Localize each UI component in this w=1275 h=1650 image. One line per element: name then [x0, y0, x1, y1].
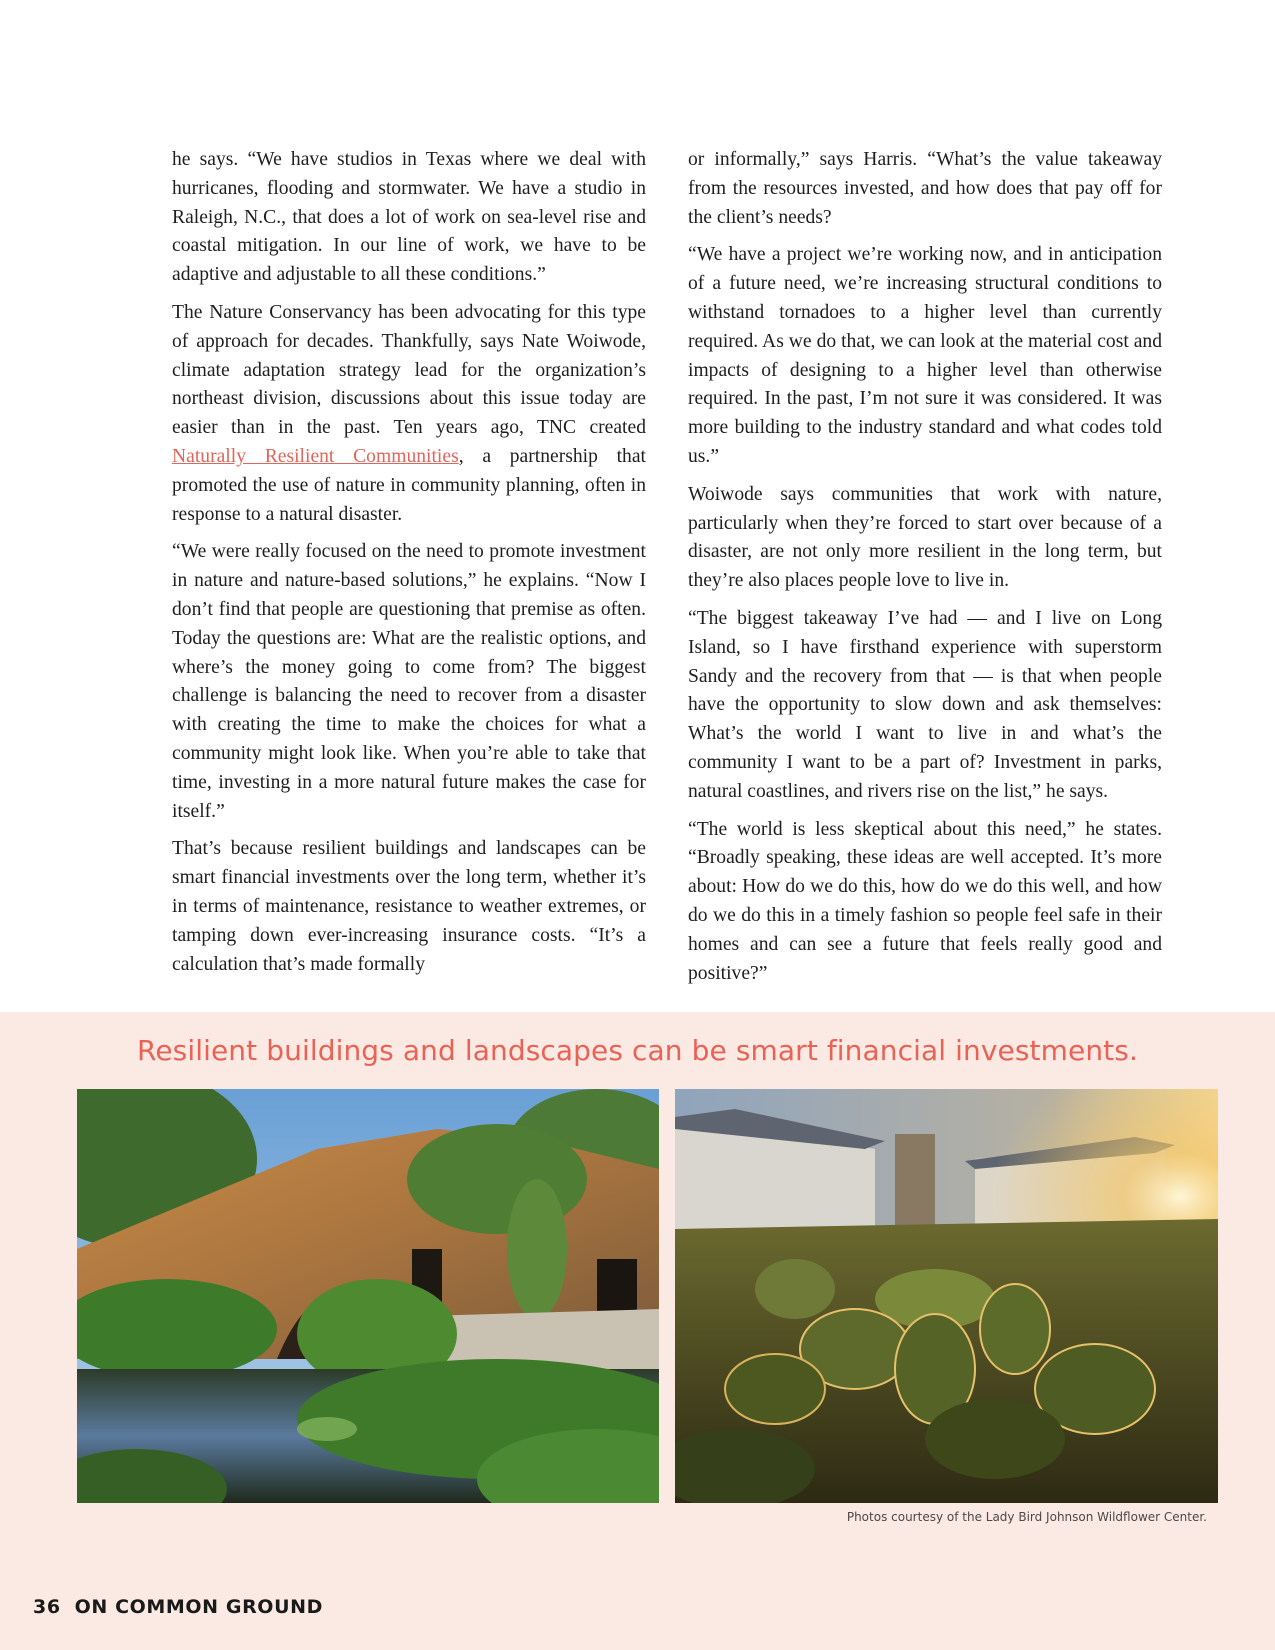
paragraph: “We were really focused on the need to promote investment in nature and nature-based solutions,” he explains. “Now I don’t find that people are questioning that premise as often. Today the questions are: What are the realistic options, and where’s the money going to come from? The biggest challenge is balancing the need to recover from a disaster with creating the time to make the choices for what a community might look like. When you’re able to take that time, investing in a more natural future makes the case for itself.” [172, 541, 646, 822]
left-column [172, 146, 646, 996]
paragraph-text: , a partnership that promoted the use of nature in community planning, often in response to a natural disaster. [172, 445, 646, 525]
paragraph: Woiwode says communities that work with nature, particularly when they’re forced to start over because of a disaster, are not only more resilient in the long term, but they’re also places people love to live in. [688, 483, 1162, 592]
paragraph: “The biggest takeaway I’ve had — and I live on Long Island, so I have firsthand experience with superstorm Sandy and the recovery from that — is that when people have the opportunity to slow down and ask themselves: What’s the world I want to live in and what’s the community I want to be a part of? Investment in parks, natural coastlines, and rivers rise on the list,” he says. [688, 607, 1162, 802]
paragraph: That’s because resilient buildings and landscapes can be smart financial investments over the long term, whether it’s in terms of maintenance, resistance to weather extremes, or tamping down ever-increasing insurance costs. “It’s a calculation that’s made formally [172, 838, 646, 975]
paragraph: he says. “We have studios in Texas where we deal with hurricanes, flooding and stormwater. We have a studio in Raleigh, N.C., that does a lot of work on sea-level rise and coastal mitigation. In our line of work, we have to be adaptive and adjustable to all these conditions.” [172, 149, 646, 286]
paragraph [172, 299, 646, 529]
paragraph-text: The Nature Conservancy has been advocating for this type of approach for decades. Thankfully, says Nate Woiwode, climate adaptation strategy lead for the organization’s northeast division, discussions about this issue today are easier than in the past. Ten years ago, TNC created [172, 301, 646, 439]
page-footer [33, 1596, 323, 1618]
stone-arch-garden-photo [77, 1089, 659, 1503]
page-number: 36 [33, 1596, 61, 1618]
paragraph: “The world is less skeptical about this need,” he states. “Broadly speaking, these ideas are well accepted. It’s more about: How do we do this, how do we do this well, and how do we do this in a timely fashion so people feel safe in their homes and can see a future that feels really good and positive?” [688, 818, 1162, 984]
paragraph: or informally,” says Harris. “What’s the value takeaway from the resources invested, and how does that pay off for the client’s needs? [688, 149, 1162, 228]
photo-credit: Photos courtesy of the Lady Bird Johnson Wildflower Center. [846, 1510, 1207, 1524]
article-columns [172, 146, 1162, 996]
cactus-sunset-photo [675, 1089, 1218, 1503]
publication-name: ON COMMON GROUND [74, 1596, 323, 1618]
paragraph: “We have a project we’re working now, and in anticipation of a future need, we’re increasing structural conditions to withstand tornadoes to a higher level than currently required. As we do that, we can look at the material cost and impacts of designing to a higher level than otherwise required. In the past, I’m not sure it was considered. It was more building to the industry standard and what codes told us.” [688, 244, 1162, 467]
right-column [688, 146, 1162, 996]
pull-quote: Resilient buildings and landscapes can be smart financial investments. [137, 1034, 1138, 1067]
naturally-resilient-communities-link[interactable]: Naturally Resilient Communities [172, 445, 459, 467]
